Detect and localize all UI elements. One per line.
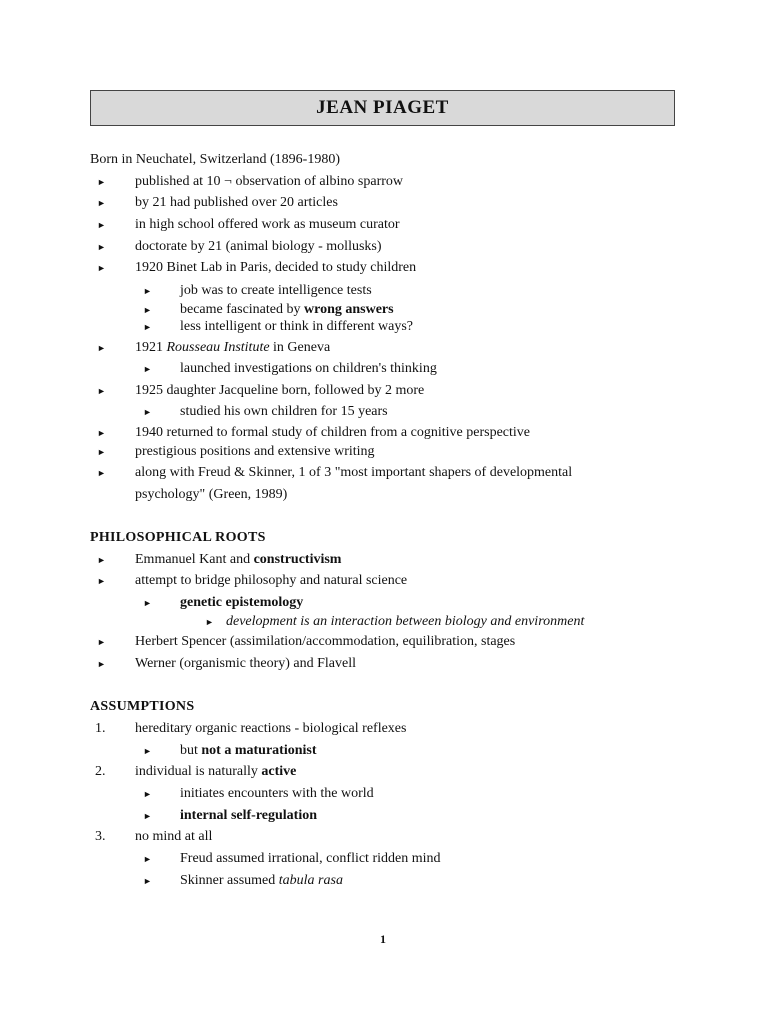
bio-item: by 21 had published over 20 articles (135, 195, 338, 210)
bio-item: 1940 returned to formal study of children from a cognitive perspective (135, 425, 530, 440)
section-heading-assumptions: ASSUMPTIONS (90, 699, 195, 714)
list-number: 1. (95, 721, 106, 736)
text-span: Skinner assumed (180, 873, 279, 888)
assumption-subitem (180, 871, 343, 891)
bullet-icon: ► (205, 617, 214, 627)
bullet-icon: ► (97, 468, 106, 478)
assumption-item: hereditary organic reactions - biological reflexes (135, 721, 407, 736)
section-heading-roots: PHILOSOPHICAL ROOTS (90, 530, 266, 545)
bullet-icon: ► (143, 286, 152, 296)
bullet-icon: ► (97, 555, 106, 565)
bio-item: prestigious positions and extensive writing (135, 444, 375, 459)
bullet-icon: ► (97, 386, 106, 396)
bullet-icon: ► (143, 746, 152, 756)
bullet-icon: ► (143, 598, 152, 608)
bio-subitem: studied his own children for 15 years (180, 404, 388, 419)
bullet-icon: ► (97, 659, 106, 669)
bio-item (135, 338, 330, 358)
list-number: 2. (95, 764, 106, 779)
bullet-icon: ► (143, 789, 152, 799)
page-title: JEAN PIAGET (316, 97, 449, 118)
bio-subitem: launched investigations on children's thinking (180, 361, 437, 376)
roots-item: Werner (organismic theory) and Flavell (135, 656, 356, 671)
bio-item: in high school offered work as museum curator (135, 217, 400, 232)
title-box (90, 90, 675, 126)
bio-item: along with Freud & Skinner, 1 of 3 "most important shapers of developmental (135, 465, 573, 480)
page-number: 1 (380, 932, 386, 946)
text-span: 1921 (135, 340, 167, 355)
bio-item-continuation: psychology" (Green, 1989) (135, 487, 288, 502)
bullet-icon: ► (143, 854, 152, 864)
roots-item: attempt to bridge philosophy and natural science (135, 573, 408, 588)
bullet-icon: ► (97, 343, 106, 353)
assumption-subitem (180, 741, 317, 761)
bio-item: 1925 daughter Jacqueline born, followed by 2 more (135, 383, 425, 398)
bullet-icon: ► (143, 876, 152, 886)
bullet-icon: ► (143, 364, 152, 374)
bold-text: wrong answers (304, 302, 394, 317)
assumption-item: no mind at all (135, 829, 213, 844)
bullet-icon: ► (97, 220, 106, 230)
bullet-icon: ► (97, 637, 106, 647)
roots-subitem (180, 593, 303, 613)
text-span: Emmanuel Kant and (135, 552, 254, 567)
italic-text: tabula rasa (278, 873, 343, 888)
bio-item: doctorate by 21 (animal biology - mollusks) (135, 239, 382, 254)
bio-item: published at 10 ¬ observation of albino sparrow (135, 174, 404, 189)
bold-text: genetic epistemology (180, 595, 304, 610)
assumption-subitem: Freud assumed irrational, conflict ridden mind (180, 851, 441, 866)
bio-item: 1920 Binet Lab in Paris, decided to study children (135, 260, 417, 275)
text-span: but (180, 743, 202, 758)
bold-text: internal self-regulation (180, 808, 318, 823)
bold-text: not a maturationist (201, 743, 317, 758)
bullet-icon: ► (143, 322, 152, 332)
bullet-icon: ► (97, 447, 106, 457)
roots-subsubitem (226, 612, 584, 632)
roots-item: Herbert Spencer (assimilation/accommodation, equilibration, stages (135, 634, 516, 649)
bullet-icon: ► (97, 242, 106, 252)
bullet-icon: ► (97, 263, 106, 273)
bio-subitem: less intelligent or think in different ways? (180, 319, 414, 334)
bullet-icon: ► (143, 811, 152, 821)
bullet-icon: ► (143, 305, 152, 315)
bullet-icon: ► (97, 177, 106, 187)
bold-text: constructivism (253, 552, 342, 567)
bio-subitem: job was to create intelligence tests (180, 283, 372, 298)
assumption-item (135, 762, 296, 782)
bold-text: active (261, 764, 297, 779)
roots-item (135, 550, 341, 570)
bullet-icon: ► (143, 407, 152, 417)
assumption-subitem (180, 806, 317, 826)
intro-text: Born in Neuchatel, Switzerland (1896-1980) (90, 152, 340, 167)
assumption-subitem: initiates encounters with the world (180, 786, 374, 801)
text-span: in Geneva (269, 340, 331, 355)
bullet-icon: ► (97, 198, 106, 208)
bullet-icon: ► (97, 576, 106, 586)
text-span: became fascinated by (180, 302, 304, 317)
italic-text: Rousseau Institute (166, 340, 270, 355)
list-number: 3. (95, 829, 106, 844)
italic-text: development is an interaction between biology and environment (226, 614, 585, 629)
bullet-icon: ► (97, 428, 106, 438)
text-span: individual is naturally (135, 764, 262, 779)
